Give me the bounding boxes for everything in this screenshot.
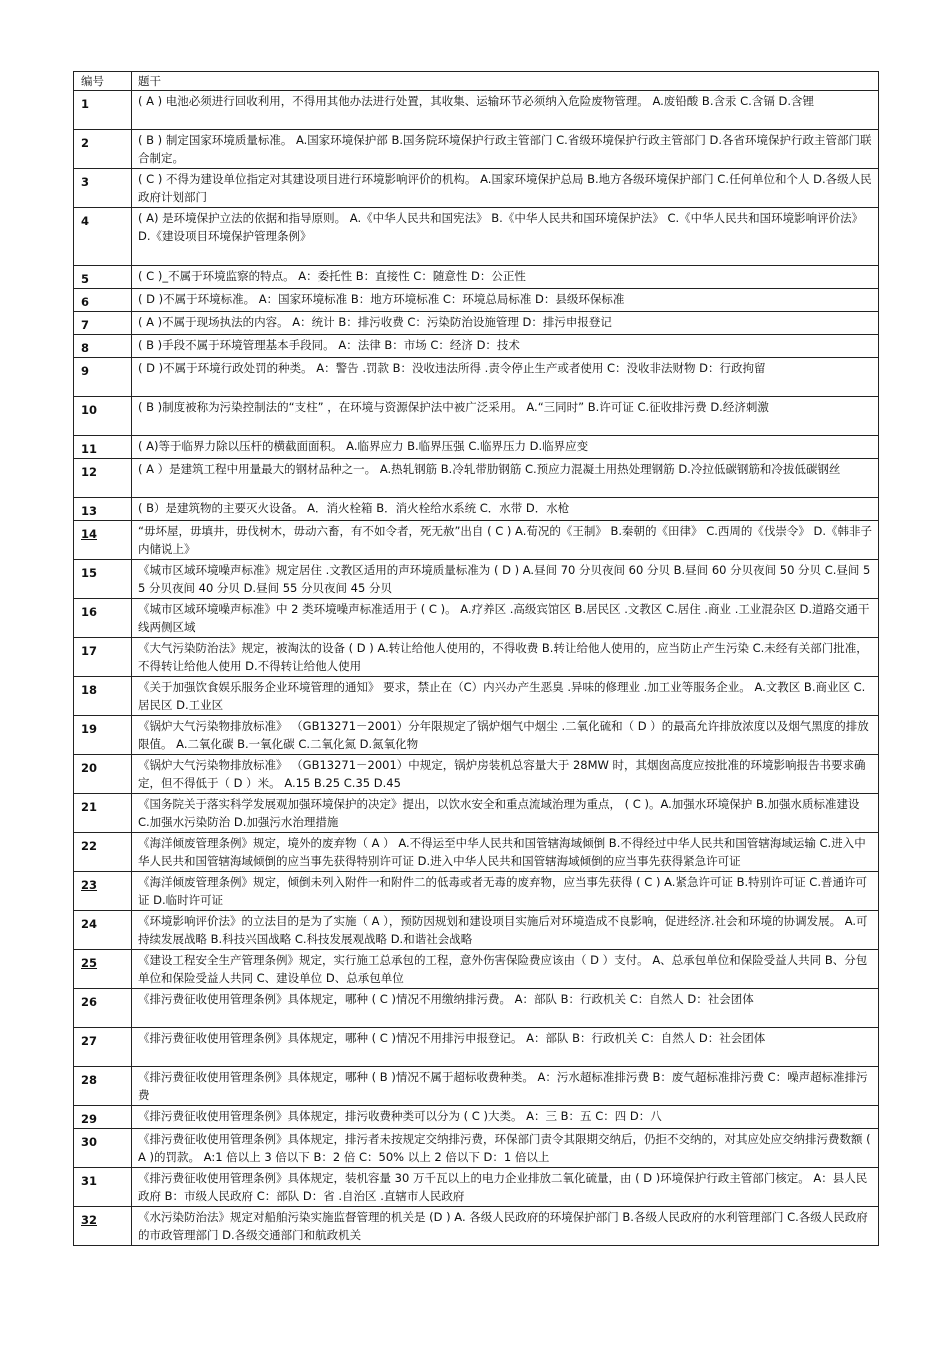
question-number (74, 794, 132, 833)
question-text: 《海洋倾废管理条例》规定，境外的废弃物（ A ） A.不得运至中华人民共和国管辖海域倾倒 B.不得经过中华人民共和国管辖海域运输 C.进入中华人民共和国管辖海域倾倒的应当事先获得特别许可证 D.进入中华人民共和国管辖海域倾倒的应当事先获得紧急许可证 (132, 833, 879, 872)
question-text: 《建设工程安全生产管理条例》规定，实行施工总承包的工程，意外伤害保险费应该由（ D ）支付。 A、总承包单位和保险受益人共同 B、分包单位和保险受益人共同 C、建设单位 D、总承包单位 (132, 950, 879, 989)
question-number-text: 21 (81, 800, 98, 814)
question-number-text: 24 (81, 917, 98, 931)
question-number (74, 266, 132, 289)
question-text: 《水污染防治法》规定对船舶污染实施监督管理的机关是 (D ) A. 各级人民政府的环境保护部门 B.各级人民政府的水利管理部门 C.各级人民政府的市政管理部门 D.各级交通部门和航政机关 (132, 1207, 879, 1246)
question-number (74, 1129, 132, 1168)
question-text: 《城市区域环境噪声标准》中 2 类环境噪声标准适用于 ( C )。 A.疗养区 .高级宾馆区 B.居民区 .文教区 C.居住 .商业 .工业混杂区 D.道路交通干线两侧区域 (132, 599, 879, 638)
question-number (74, 459, 132, 498)
table-row (74, 498, 879, 521)
question-number-text: 19 (81, 722, 98, 736)
question-number (74, 312, 132, 335)
table-row (74, 358, 879, 397)
table-row (74, 169, 879, 208)
question-text: 《排污费征收使用管理条例》具体规定，哪种 ( B )情况不属于超标收费种类。 A：污水超标准排污费 B：废气超标准排污费 C：噪声超标准排污费 (132, 1067, 879, 1106)
table-row (74, 1168, 879, 1207)
table-row (74, 794, 879, 833)
table-row (74, 91, 879, 130)
question-number (74, 638, 132, 677)
question-number-text: 15 (81, 566, 98, 580)
table-row (74, 312, 879, 335)
question-number-text: 2 (81, 136, 90, 150)
question-number (74, 1207, 132, 1246)
table-row (74, 335, 879, 358)
question-number (74, 677, 132, 716)
question-text: ( D )不属于环境行政处罚的种类。 A：警告 .罚款 B：没收违法所得 .责令停止生产或者使用 C：没收非法财物 D：行政拘留 (132, 358, 879, 397)
question-number (74, 335, 132, 358)
question-text: 《排污费征收使用管理条例》具体规定，哪种 ( C )情况不用缴纳排污费。 A：部队 B：行政机关 C：自然人 D：社会团体 (132, 989, 879, 1028)
table-row (74, 397, 879, 436)
table-row (74, 130, 879, 169)
table-row (74, 560, 879, 599)
header-number: 编号 (74, 72, 132, 91)
question-number (74, 755, 132, 794)
question-number-text: 18 (81, 683, 98, 697)
question-text: 《大气污染防治法》规定，被淘汰的设备 ( D ) A.转让给他人使用的，不得收费 B.转让给他人使用的，应当防止产生污染 C.未经有关部门批准，不得转让给他人使用 D.不得转让给他人使用 (132, 638, 879, 677)
table-row (74, 677, 879, 716)
table-row (74, 833, 879, 872)
question-number (74, 498, 132, 521)
question-number (74, 1106, 132, 1129)
question-number (74, 436, 132, 459)
table-row (74, 638, 879, 677)
table-row (74, 521, 879, 560)
table-row (74, 1129, 879, 1168)
question-text: ( C )_不属于环境监察的特点。 A：委托性 B：直接性 C：随意性 D：公正性 (132, 266, 879, 289)
question-number-text: 31 (81, 1174, 98, 1188)
question-text: ( A) 是环境保护立法的依据和指导原则。 A.《中华人民共和国宪法》 B.《中华人民共和国环境保护法》 C.《中华人民共和国环境影响评价法》 D.《建设项目环境保护管理条例》 (132, 208, 879, 266)
question-text: ( D )不属于环境标准。 A：国家环境标准 B：地方环境标准 C：环境总局标准 D：县级环保标准 (132, 289, 879, 312)
question-text: 《锅炉大气污染物排放标准》 （GB13271－2001）分年限规定了锅炉烟气中烟尘 .二氧化硫和（ D ）的最高允许排放浓度以及烟气黑度的排放限值。 A.二氧化碳 B.一氧化碳 C.二氧化氮 D.氮氧化物 (132, 716, 879, 755)
question-number-text: 11 (81, 442, 98, 456)
table-row (74, 1106, 879, 1129)
question-number-text: 1 (81, 97, 90, 111)
question-number-text: 27 (81, 1034, 98, 1048)
table-row (74, 989, 879, 1028)
question-number-text: 17 (81, 644, 98, 658)
question-text: ( B )制度被称为污染控制法的“支柱” ，在环境与资源保护法中被广泛采用。 A.“三同时” B.许可证 C.征收排污费 D.经济刺激 (132, 397, 879, 436)
question-number-text: 26 (81, 995, 98, 1009)
question-number-text: 13 (81, 504, 98, 518)
table-row (74, 599, 879, 638)
question-text: “毋坏屋，毋填井，毋伐树木，毋动六畜，有不如令者，死无赦”出自 ( C ) A.荀况的《王制》 B.秦朝的《田律》 C.西周的《伐崇令》 D.《韩非子内储说上》 (132, 521, 879, 560)
question-text: 《城市区域环境噪声标准》规定居住 .文教区适用的声环境质量标准为 ( D ) A.昼间 70 分贝夜间 60 分贝 B.昼间 60 分贝夜间 50 分贝 C.昼间 55 分贝夜间 40 分贝 D.昼间 55 分贝夜间 45 分贝 (132, 560, 879, 599)
question-text: ( B )手段不属于环境管理基本手段同。 A：法律 B：市场 C：经济 D：技术 (132, 335, 879, 358)
question-number (74, 989, 132, 1028)
table-row (74, 911, 879, 950)
question-number-text: 16 (81, 605, 98, 619)
question-text: ( B ) 制定国家环境质量标准。 A.国家环境保护部 B.国务院环境保护行政主管部门 C.省级环境保护行政主管部门 D.各省环境保护行政主管部门联合制定。 (132, 130, 879, 169)
question-table (73, 71, 879, 1246)
table-row (74, 1028, 879, 1067)
question-number-text: 6 (81, 295, 90, 309)
question-text: 《海洋倾废管理条例》规定，倾倒未列入附件一和附件二的低毒或者无毒的废弃物，应当事先获得 ( C ) A.紧急许可证 B.特别许可证 C.普通许可证 D.临时许可证 (132, 872, 879, 911)
question-text: ( B）是建筑物的主要灭火设备。 A．消火栓箱 B．消火栓给水系统 C．水带 D．水枪 (132, 498, 879, 521)
question-number (74, 716, 132, 755)
table-row (74, 436, 879, 459)
question-number (74, 130, 132, 169)
table-row (74, 1207, 879, 1246)
question-number (74, 599, 132, 638)
table-header-row (74, 72, 879, 91)
question-text: 《排污费征收使用管理条例》具体规定，排污者未按规定交纳排污费，环保部门责令其限期交纳后，仍拒不交纳的，对其应处应交纳排污费数额 ( A )的罚款。 A:1 倍以上 3 倍以下 B：2 倍 C：50% 以上 2 倍以下 D：1 倍以上 (132, 1129, 879, 1168)
question-number-text: 28 (81, 1073, 98, 1087)
question-text: ( A ）是建筑工程中用量最大的钢材品种之一。 A.热轧钢筋 B.冷轧带肋钢筋 C.预应力混凝土用热处理钢筋 D.冷拉低碳钢筋和冷拔低碳钢丝 (132, 459, 879, 498)
question-number-text: 3 (81, 175, 90, 189)
question-number-text: 29 (81, 1112, 98, 1126)
question-number (74, 397, 132, 436)
question-number-text: 20 (81, 761, 98, 775)
question-number-text: 30 (81, 1135, 98, 1149)
question-number (74, 872, 132, 911)
table-row (74, 716, 879, 755)
question-number (74, 358, 132, 397)
question-text: 《关于加强饮食娱乐服务企业环境管理的通知》 要求，禁止在（C）内兴办产生恶臭 .异味的修理业 .加工业等服务企业。 A.文教区 B.商业区 C.居民区 D.工业区 (132, 677, 879, 716)
question-number (74, 289, 132, 312)
table-row (74, 755, 879, 794)
table-row (74, 208, 879, 266)
question-number-text: 23 (81, 878, 98, 892)
question-number-text: 25 (81, 956, 98, 970)
table-row (74, 459, 879, 498)
question-number-text: 10 (81, 403, 98, 417)
question-number-text: 8 (81, 341, 90, 355)
question-text: ( C ) 不得为建设单位指定对其建设项目进行环境影响评价的机构。 A.国家环境保护总局 B.地方各级环境保护部门 C.任何单位和个人 D.各级人民政府计划部门 (132, 169, 879, 208)
question-number-text: 9 (81, 364, 90, 378)
question-text: 《锅炉大气污染物排放标准》 （GB13271－2001）中规定，锅炉房装机总容量大于 28MW 时，其烟囱高度应按批准的环境影响报告书要求确定，但不得低于（ D ）米。 A.15 B.25 C.35 D.45 (132, 755, 879, 794)
header-question: 题干 (132, 72, 879, 91)
question-number (74, 208, 132, 266)
table-row (74, 872, 879, 911)
question-text: 《排污费征收使用管理条例》具体规定，排污收费种类可以分为 ( C )大类。 A：三 B：五 C：四 D：八 (132, 1106, 879, 1129)
question-number (74, 911, 132, 950)
question-text: ( A )不属于现场执法的内容。 A：统计 B：排污收费 C：污染防治设施管理 D：排污申报登记 (132, 312, 879, 335)
question-text: ( A ) 电池必须进行回收利用，不得用其他办法进行处置，其收集、运输环节必须纳入危险废物管理。 A.废铅酸 B.含汞 C.含镉 D.含锂 (132, 91, 879, 130)
question-number (74, 169, 132, 208)
question-number (74, 1028, 132, 1067)
question-number (74, 91, 132, 130)
table-row (74, 289, 879, 312)
question-text: 《环境影响评价法》的立法目的是为了实施（ A ），预防因规划和建设项目实施后对环境造成不良影响，促进经济.社会和环境的协调发展。 A.可持续发展战略 B.科技兴国战略 C.科技发展观战略 D.和谐社会战略 (132, 911, 879, 950)
question-text: 《排污费征收使用管理条例》具体规定，装机容量 30 万千瓦以上的电力企业排放二氧化硫量，由 ( D )环境保护行政主管部门核定。 A：县人民政府 B：市级人民政府 C：部队 D：省 .自治区 .直辖市人民政府 (132, 1168, 879, 1207)
table-row (74, 266, 879, 289)
question-number (74, 1168, 132, 1207)
table-row (74, 950, 879, 989)
question-text: 《国务院关于落实科学发展观加强环境保护的决定》提出，以饮水安全和重点流域治理为重点， ( C )。A.加强水环境保护 B.加强水质标准建设 C.加强水污染防治 D.加强污水治理措施 (132, 794, 879, 833)
question-number (74, 833, 132, 872)
table-row (74, 1067, 879, 1106)
question-number-text: 22 (81, 839, 98, 853)
question-number (74, 560, 132, 599)
question-text: 《排污费征收使用管理条例》具体规定，哪种 ( C )情况不用排污申报登记。 A：部队 B：行政机关 C：自然人 D：社会团体 (132, 1028, 879, 1067)
question-number (74, 1067, 132, 1106)
question-number (74, 521, 132, 560)
question-number-text: 12 (81, 465, 98, 479)
question-number-text: 5 (81, 272, 90, 286)
question-number-text: 7 (81, 318, 90, 332)
question-number-text: 32 (81, 1213, 98, 1227)
question-number-text: 4 (81, 214, 90, 228)
question-number (74, 950, 132, 989)
question-text: ( A)等于临界力除以压杆的横截面面积。 A.临界应力 B.临界压强 C.临界压力 D.临界应变 (132, 436, 879, 459)
question-number-text: 14 (81, 527, 98, 541)
